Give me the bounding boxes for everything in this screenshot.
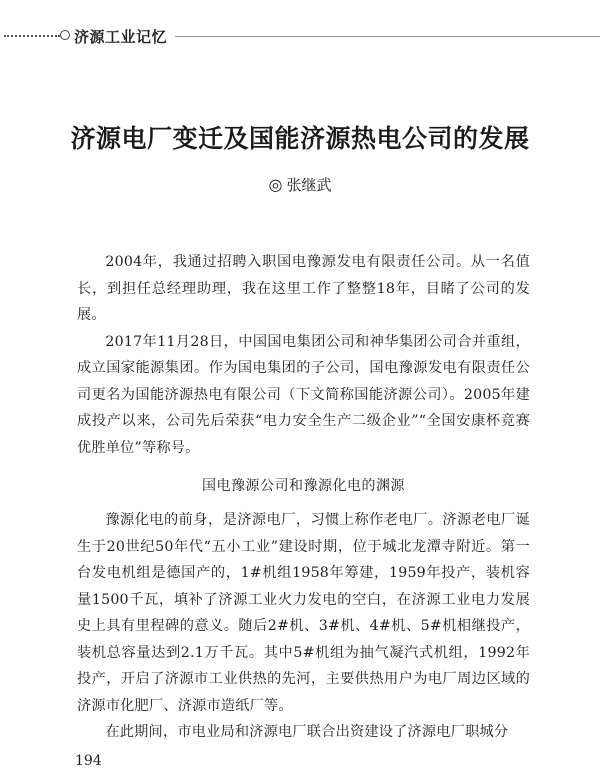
byline bbox=[0, 174, 600, 195]
running-header bbox=[0, 26, 600, 46]
paragraph: 2017年11月28日，中国国电集团公司和神华集团公司合并重组，成立国家能源集团。作为国电集团的子公司，国电豫源发电有限责任公司更名为国能济源热电有限公司（下文简称国能济源公司）。2005年建成投产以来，公司先后荣获“电力安全生产二级企业”“全国安康杯竞赛优胜单位”等称号。 bbox=[77, 333, 530, 456]
author-mark-icon: ◎ bbox=[268, 175, 283, 194]
circle-marker-icon bbox=[60, 30, 70, 40]
paragraph: 豫源化电的前身，是济源电厂，习惯上称作老电厂。济源老电厂诞生于20世纪50年代“五小工业”建设时期，位于城北龙潭寺附近。第一台发电机组是德国产的，1#机组1958年筹建，1959年投产，装机容量1500千瓦，填补了济源工业火力发电的空白，在济源工业电力发展史上具有里程碑的意义。随后2#机、3#机、4#机、5#机相继投产，装机总容量达到2.1万千瓦。其中5#机组为抽气凝汽式机组，1992年投产，开启了济源市工业供热的先河，主要供热用户为电厂周边区域的济源市化肥厂、济源市造纸厂等。 bbox=[77, 512, 530, 714]
article-title: 济源电厂变迁及国能济源热电公司的发展 bbox=[70, 124, 530, 153]
header-rule bbox=[175, 36, 600, 37]
section-heading: 国电豫源公司和豫源化电的渊源 bbox=[202, 478, 405, 494]
paragraph: 在此期间，市电业局和济源电厂联合出资建设了济源电厂职城分 bbox=[105, 724, 509, 740]
paragraph: 2004年，我通过招聘入职国电豫源发电有限责任公司。从一名值长，到担任总经理助理，我在这里工作了整整18年，目睹了公司的发展。 bbox=[77, 254, 530, 323]
page-number: 194 bbox=[75, 753, 102, 769]
article-body bbox=[77, 249, 530, 746]
dotted-leader bbox=[4, 35, 60, 37]
section-name: 济源工业记忆 bbox=[74, 28, 168, 46]
author-name: 张继武 bbox=[286, 176, 332, 194]
